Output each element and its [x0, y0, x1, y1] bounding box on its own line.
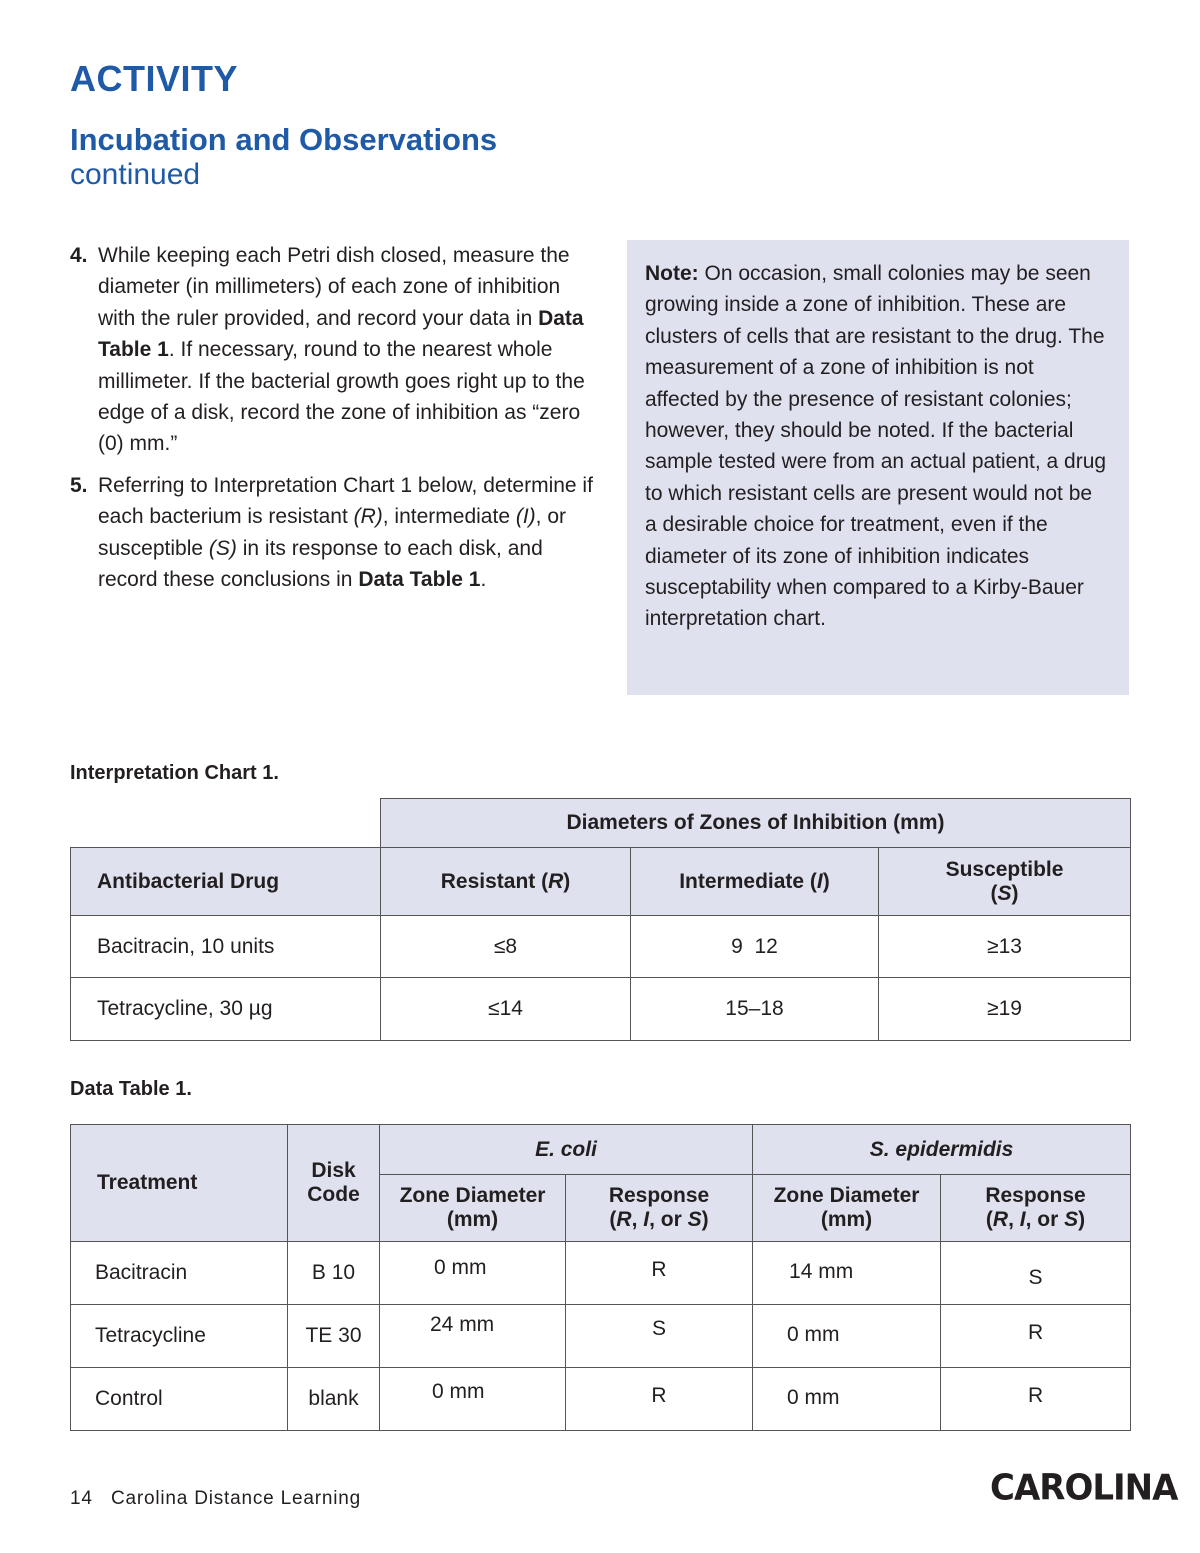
table1-col-disk-code: Disk Code — [288, 1125, 380, 1242]
table1-sepi-zone-value[interactable]: 0 mm — [753, 1368, 941, 1431]
chart1-susceptible-value: ≥19 — [879, 978, 1131, 1041]
table1-ecoli-header: E. coli — [380, 1125, 753, 1175]
table1-sepi-zone-col: Zone Diameter (mm) — [753, 1175, 941, 1242]
instruction-steps — [70, 240, 600, 605]
table-row — [71, 1242, 1131, 1305]
table1-ecoli-zone-value[interactable]: 0 mm — [380, 1368, 566, 1431]
chart1-col-drug: Antibacterial Drug — [71, 848, 381, 916]
chart1-caption: Interpretation Chart 1. — [70, 762, 279, 784]
step-text: . — [480, 568, 487, 592]
chart1-intermediate-value: 9 12 — [631, 916, 879, 978]
table1-treatment: Tetracycline — [71, 1305, 288, 1368]
table1-ecoli-zone-value[interactable]: 24 mm — [380, 1305, 566, 1368]
step-text: While keeping each Petri dish closed, measure the diameter (in millimeters) of each zone of inhibition with the ruler provided, and record your data in — [98, 244, 570, 330]
chart1-group-header: Diameters of Zones of Inhibition (mm) — [381, 799, 1131, 848]
note-text: On occasion, small colonies may be seen growing inside a zone of inhibition. These are clusters of cells that are resistant to the drug. The measurement of a zone of inhibition is not affected by the presence of resistant colonies; however, they should be noted. If the bacterial sample tested were from an actual patient, a drug to which resistant cells are present would not be a desirable choice for treatment, even if the diameter of its zone of inhibition indicates susceptability when compared to a Kirby-Bauer interpretation chart. — [645, 262, 1107, 631]
table1-sepi-response-col: Response (R, I, or S) — [941, 1175, 1131, 1242]
table1-sepi-response-value[interactable]: R — [941, 1305, 1131, 1368]
step-bold-ref: Data Table 1 — [358, 568, 481, 592]
table1-sepi-response-value[interactable]: R — [941, 1368, 1131, 1431]
table-row — [71, 1305, 1131, 1368]
interpretation-chart — [70, 798, 1131, 1041]
chart1-resistant-value: ≤14 — [381, 978, 631, 1041]
step-number: 5. — [70, 473, 88, 497]
table1-ecoli-response-value[interactable]: R — [566, 1242, 753, 1305]
table1-sepi-zone-value[interactable]: 14 mm — [753, 1242, 941, 1305]
table1-ecoli-zone-value[interactable]: 0 mm — [380, 1242, 566, 1305]
step-text: . If necessary, round to the nearest whole millimeter. If the bacterial growth goes right up to the edge of a disk, record the zone of inhibition as “zero (0) mm.” — [98, 338, 585, 456]
step-italic: (S) — [208, 536, 237, 560]
step-italic: (I) — [515, 505, 536, 529]
chart1-intermediate-value: 15–18 — [631, 978, 879, 1041]
section-title: Incubation and Observations — [70, 122, 498, 157]
table1-ecoli-zone-col: Zone Diameter (mm) — [380, 1175, 566, 1242]
chart1-resistant-value: ≤8 — [381, 916, 631, 978]
step-text: in its response to each disk, and record these conclusions in — [98, 536, 543, 592]
note-label: Note: — [645, 262, 699, 285]
step-5 — [70, 470, 600, 596]
table1-disk-code: blank — [288, 1368, 380, 1431]
step-italic: (R) — [353, 505, 383, 529]
step-text: , or susceptible — [98, 505, 567, 560]
table1-sepi-zone-value[interactable]: 0 mm — [753, 1305, 941, 1368]
table1-ecoli-response-value[interactable]: R — [566, 1368, 753, 1431]
chart1-blank-cell — [71, 799, 381, 848]
activity-heading: ACTIVITY — [70, 58, 239, 99]
table-row — [71, 978, 1131, 1041]
table1-caption: Data Table 1. — [70, 1078, 192, 1100]
table1-ecoli-response-col: Response (R, I, or S) — [566, 1175, 753, 1242]
chart1-col-susceptible: Susceptible (S) — [879, 848, 1131, 916]
step-bold-ref: Data Table 1 — [98, 306, 584, 362]
table-row — [71, 916, 1131, 978]
chart1-susceptible-value: ≥13 — [879, 916, 1131, 978]
section-continued: continued — [70, 158, 201, 191]
table1-ecoli-response-value[interactable]: S — [566, 1305, 753, 1368]
page-footer: 14 Carolina Distance Learning — [70, 1488, 361, 1509]
table1-disk-code: TE 30 — [288, 1305, 380, 1368]
table1-col-treatment: Treatment — [71, 1125, 288, 1242]
note-box — [627, 240, 1129, 695]
table1-sepidermidis-header: S. epidermidis — [753, 1125, 1131, 1175]
table-row — [71, 1368, 1131, 1431]
table1-disk-code: B 10 — [288, 1242, 380, 1305]
data-table — [70, 1124, 1131, 1431]
chart1-col-intermediate: Intermediate (I) — [631, 848, 879, 916]
step-text: Referring to Interpretation Chart 1 below, determine if each bacterium is resistant — [98, 473, 593, 529]
step-number: 4. — [70, 244, 88, 267]
table1-treatment: Control — [71, 1368, 288, 1431]
table1-sepi-response-value[interactable]: S — [941, 1242, 1131, 1305]
step-text: , intermediate — [382, 505, 516, 529]
chart1-col-resistant: Resistant (R) — [381, 848, 631, 916]
step-4 — [70, 240, 600, 460]
chart1-drug: Tetracycline, 30 µg — [71, 978, 381, 1041]
chart1-drug: Bacitracin, 10 units — [71, 916, 381, 978]
table1-treatment: Bacitracin — [71, 1242, 288, 1305]
carolina-logo: CAROLINA — [990, 1467, 1178, 1509]
